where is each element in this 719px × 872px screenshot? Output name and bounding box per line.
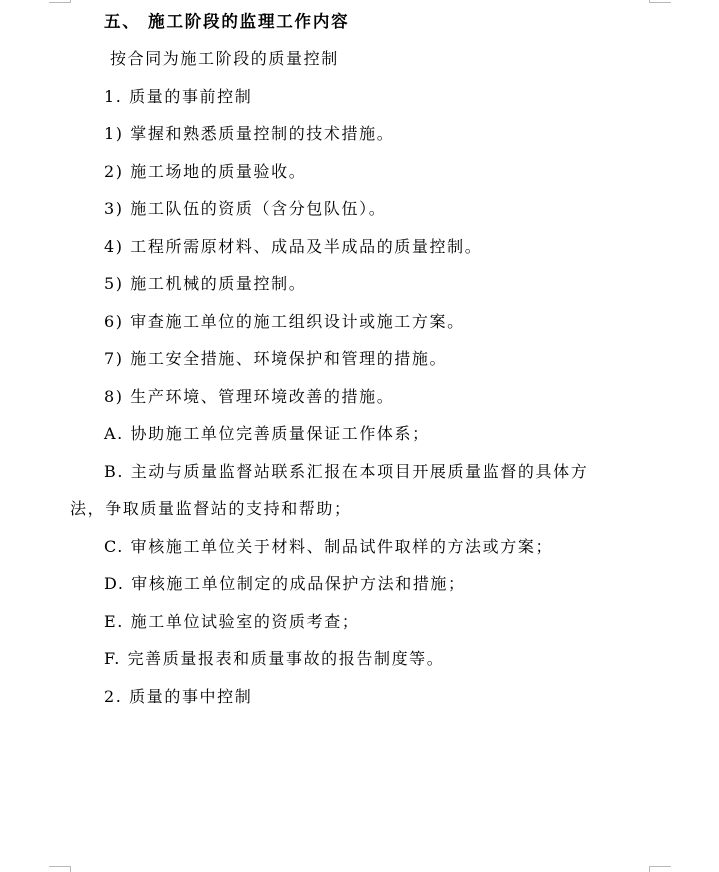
list-item-f: F. 完善质量报表和质量事故的报告制度等。 — [104, 649, 445, 668]
crop-mark-bottom-left — [49, 866, 71, 867]
list-item-d: D. 审核施工单位制定的成品保护方法和措施； — [104, 574, 466, 593]
list-item-b: B. 主动与质量监督站联系汇报在本项目开展质量监督的具体方 — [104, 462, 589, 481]
crop-mark-bottom-right-vertical — [649, 866, 650, 872]
list-item-4: 4) 工程所需原材料、成品及半成品的质量控制。 — [104, 237, 483, 256]
crop-mark-top-left — [49, 2, 71, 3]
list-item-b-continuation: 法，争取质量监督站的支持和帮助； — [70, 499, 352, 518]
crop-mark-top-left-vertical — [70, 0, 71, 3]
list-item-2: 2) 施工场地的质量验收。 — [104, 162, 307, 181]
crop-mark-bottom-left-vertical — [70, 866, 71, 872]
list-item-e: E. 施工单位试验室的资质考查； — [104, 612, 360, 631]
list-item-5: 5) 施工机械的质量控制。 — [104, 274, 307, 293]
crop-mark-bottom-right — [649, 866, 671, 867]
subheading-in-process-control: 2. 质量的事中控制 — [104, 687, 253, 706]
paragraph-intro: 按合同为施工阶段的质量控制 — [110, 49, 339, 68]
section-heading: 五、 施工阶段的监理工作内容 — [104, 12, 350, 31]
subheading-pre-control: 1. 质量的事前控制 — [104, 87, 253, 106]
list-item-8: 8) 生产环境、管理环境改善的措施。 — [104, 387, 395, 406]
list-item-7: 7) 施工安全措施、环境保护和管理的措施。 — [104, 349, 448, 368]
list-item-c: C. 审核施工单位关于材料、制品试件取样的方法或方案； — [104, 537, 554, 556]
list-item-3: 3) 施工队伍的资质（含分包队伍）。 — [104, 199, 387, 218]
list-item-a: A. 协助施工单位完善质量保证工作体系； — [104, 424, 430, 443]
list-item-1: 1) 掌握和熟悉质量控制的技术措施。 — [104, 124, 395, 143]
list-item-6: 6) 审查施工单位的施工组织设计或施工方案。 — [104, 312, 465, 331]
crop-mark-top-right — [649, 2, 671, 3]
crop-mark-top-right-vertical — [649, 0, 650, 3]
